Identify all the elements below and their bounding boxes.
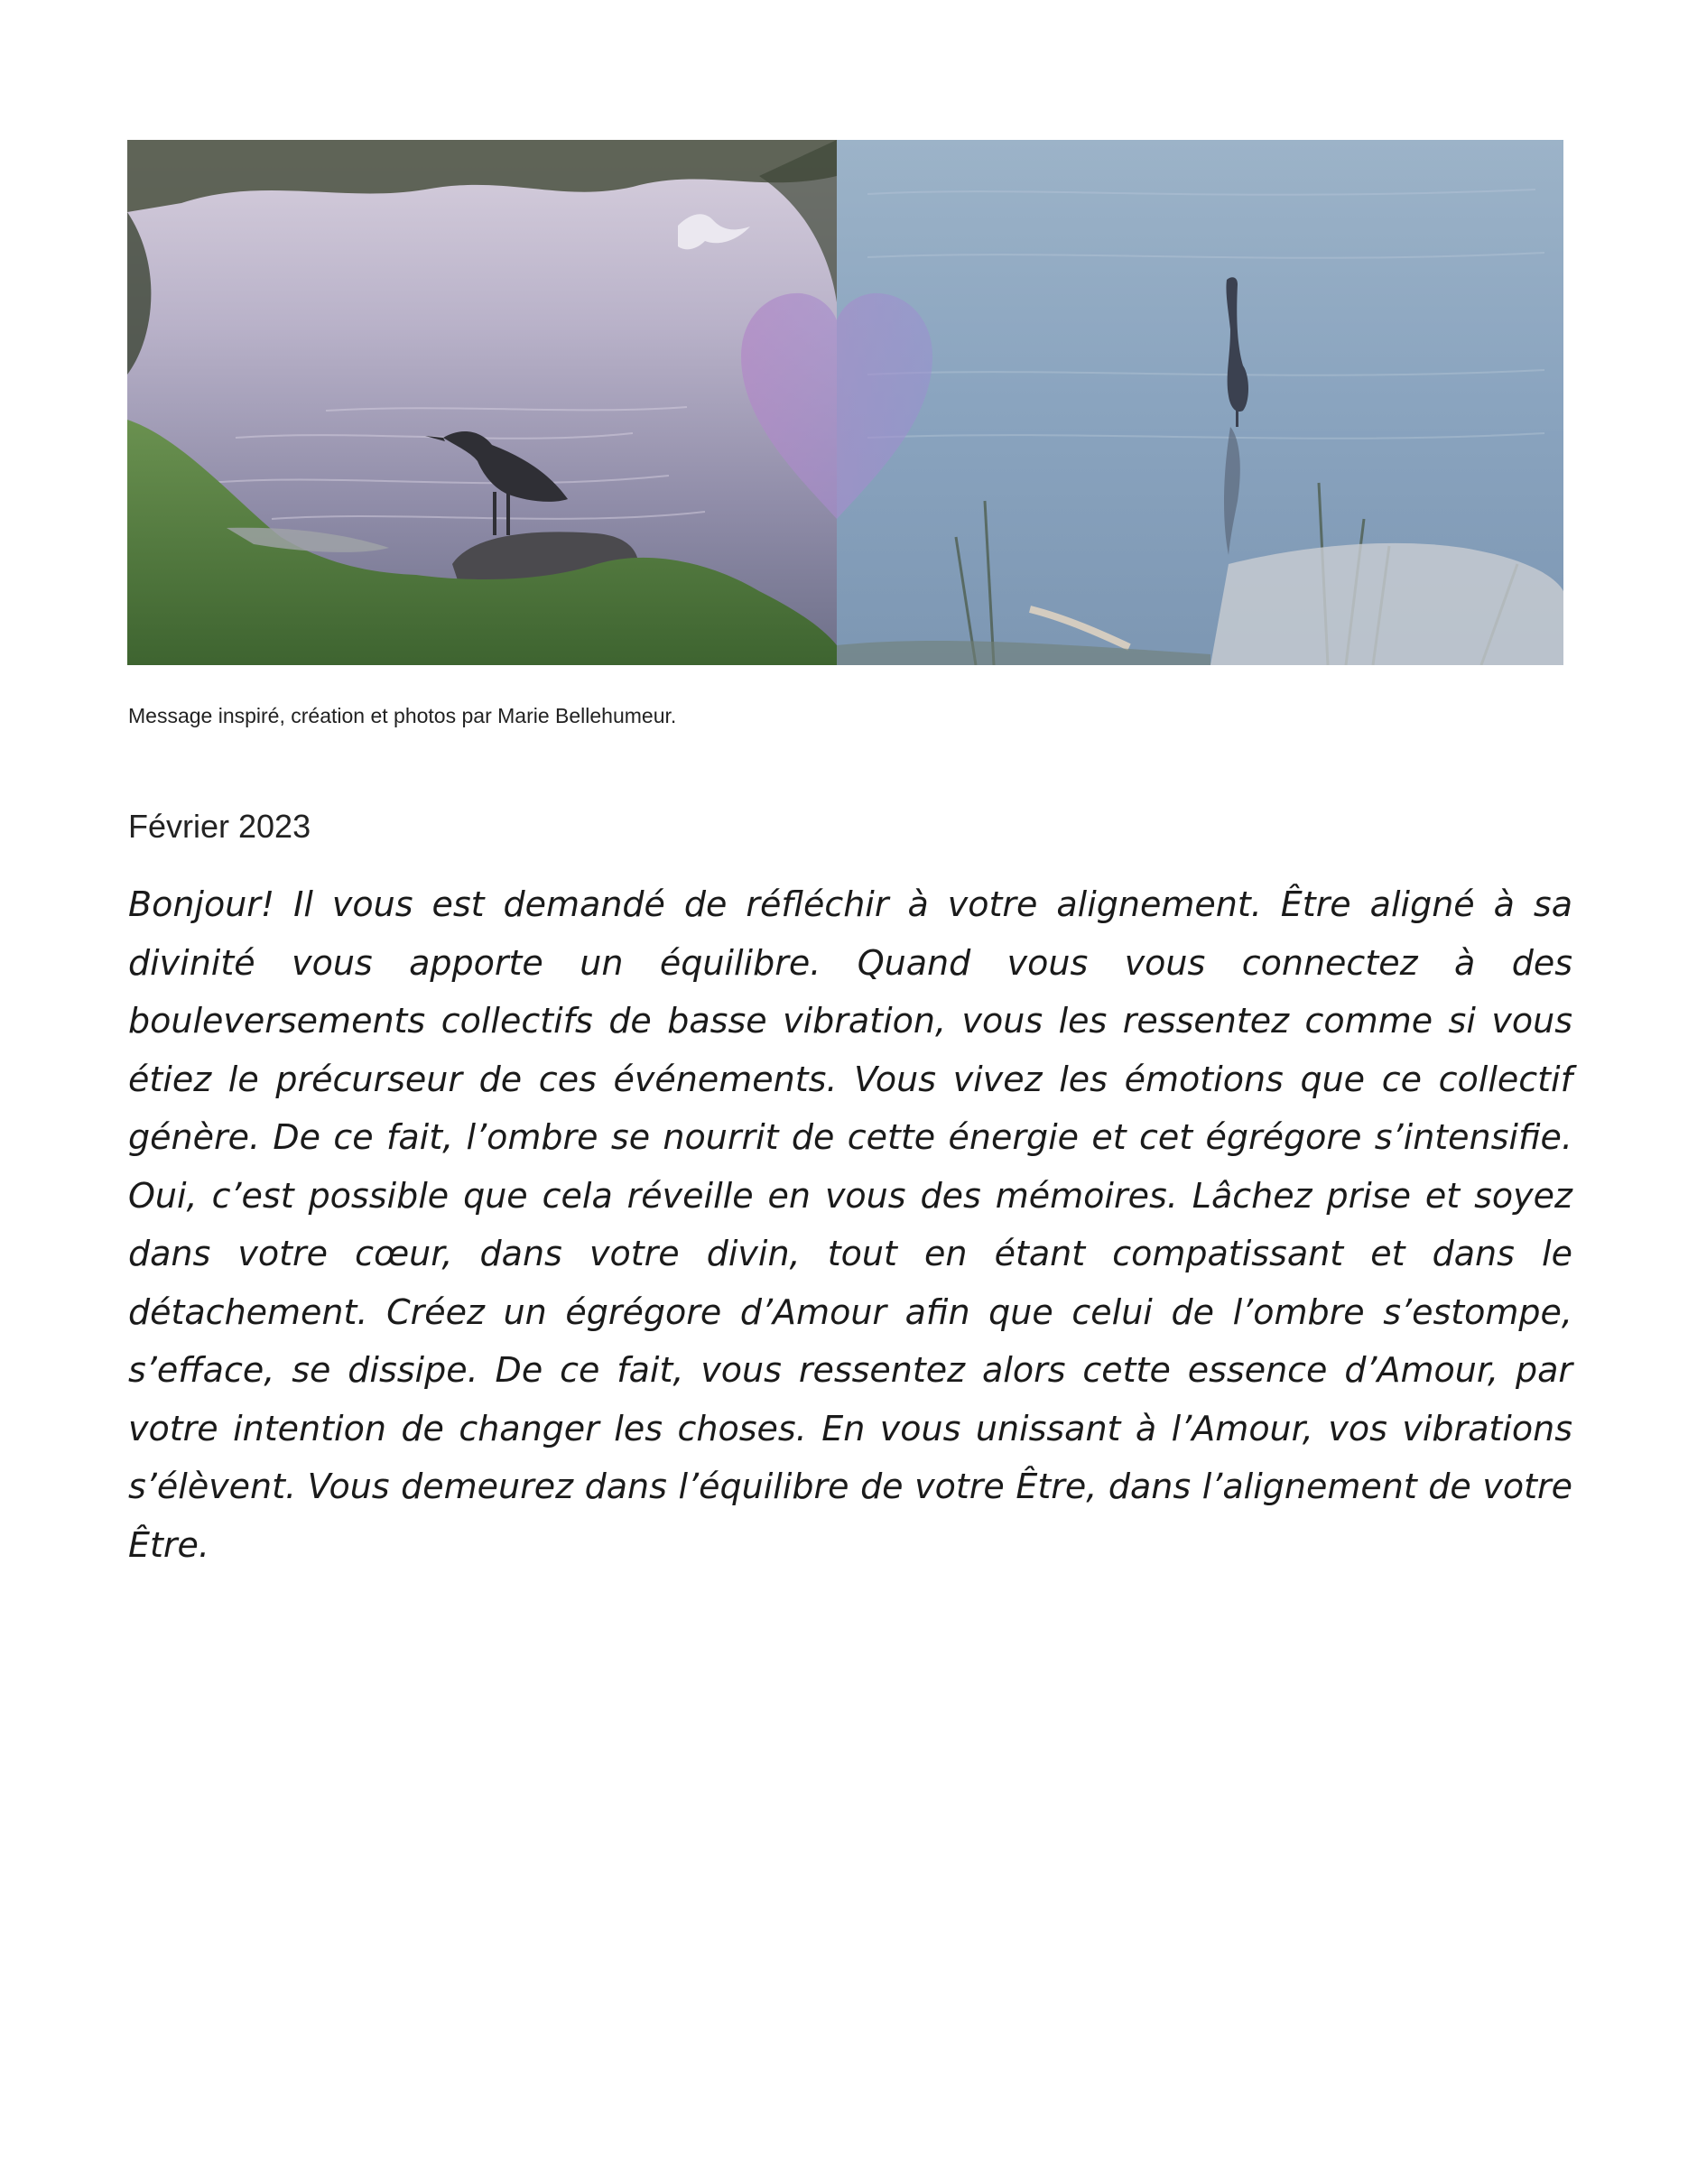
photo-caption: Message inspiré, création et photos par Marie Bellehumeur. bbox=[128, 704, 677, 727]
message-body: Bonjour! Il vous est demandé de réfléchir à votre alignement. Être aligné à sa divinité vous apporte un équilibre. Quand vous vous connectez à des bouleversements collectifs de basse vibration, vous les ressentez comme si vous étiez le précurseur de ces événements. Vous vivez les émotions que ce collectif génère. De ce fait, l’ombre se nourrit de cette énergie et cet égrégore s’intensifie. Oui, c’est possible que cela réveille en vous des mémoires. Lâchez prise et soyez dans votre cœur, dans votre divin, tout en étant compatissant et dans le détachement. Créez un égrégore d’Amour afin que celui de l’ombre s’estompe, s’efface, se dissipe. De ce fait, vous ressentez alors cette essence d’Amour, par votre intention de changer les choses. En vous unissant à l’Amour, vos vibrations s’élèvent. Vous demeurez dans l’équilibre de votre Être, dans l’alignement de votre Être. bbox=[128, 884, 1572, 1565]
banner-image bbox=[127, 140, 1563, 665]
banner-photo-collage bbox=[127, 140, 1563, 665]
left-photo bbox=[127, 140, 837, 665]
message-date: Février 2023 bbox=[128, 808, 311, 845]
right-photo bbox=[837, 140, 1563, 665]
